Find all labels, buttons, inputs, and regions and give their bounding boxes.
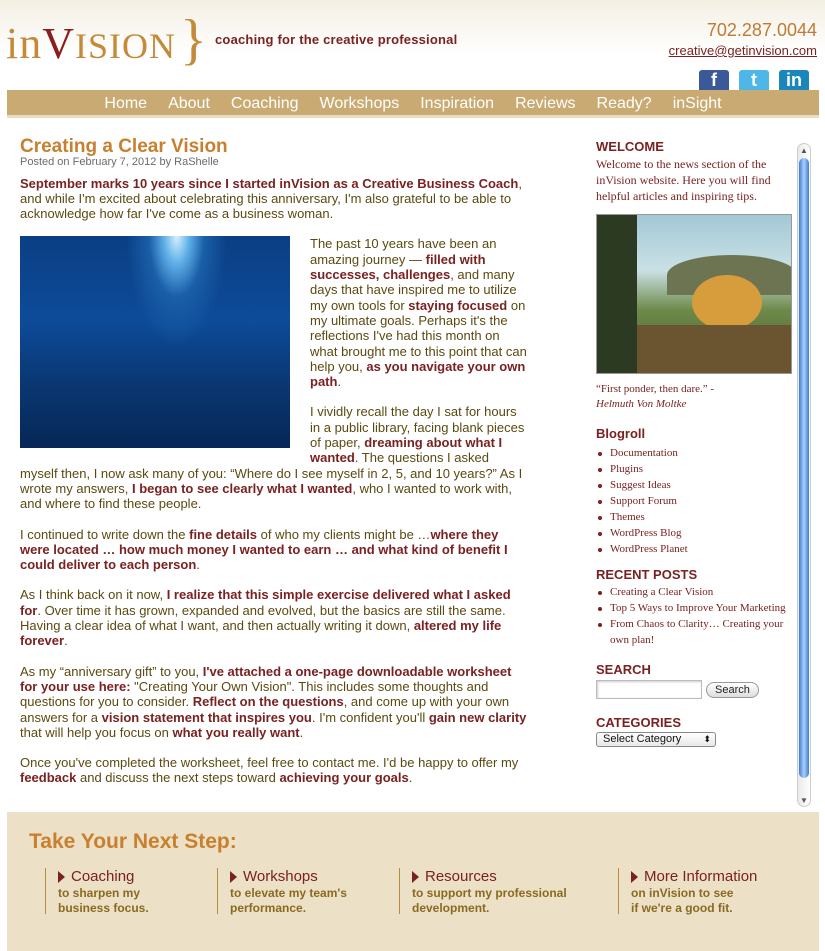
blogroll-item[interactable]: Plugins [596, 461, 794, 477]
nav-reviews[interactable]: Reviews [515, 95, 576, 112]
blogroll-item[interactable]: Themes [596, 509, 794, 525]
p1-highlight: September marks 10 years since I started inVision as a Creative Business Coach [20, 175, 519, 191]
quote [596, 382, 794, 412]
p2-text-a: The past 10 years have been an amazing journey — [310, 236, 497, 267]
sidebar-scrollbar[interactable] [797, 143, 811, 807]
paragraph-5 [20, 587, 530, 648]
blogroll-item[interactable]: Suggest Ideas [596, 477, 794, 493]
scroll-up-arrow-icon[interactable]: ▲ [800, 146, 808, 155]
by-label: by [159, 156, 172, 169]
nav-insight[interactable]: inSight [672, 95, 722, 112]
search-heading: SEARCH [596, 662, 651, 677]
recent-posts-list [596, 584, 794, 648]
nav-workshops[interactable]: Workshops [319, 95, 400, 112]
landscape-painting-image [596, 214, 792, 374]
p5-highlight-2: altered my life forever [20, 618, 502, 649]
step-more-information[interactable] [618, 868, 757, 914]
p2-text-d: . [337, 374, 342, 390]
underwater-light-image [20, 236, 290, 448]
p6-text-b: " [130, 678, 139, 694]
step-resources[interactable] [399, 868, 567, 914]
p5-text-c: . [64, 633, 68, 649]
nav-inspiration[interactable]: Inspiration [420, 95, 495, 112]
p6-highlight-5: what you really want [172, 724, 300, 740]
triangle-right-icon [412, 871, 419, 883]
step-text: to support my professional [412, 886, 567, 900]
p3-text-b: . The questions I asked myself then, I now ask many of you: “Where do I see myself in 2, 5, and 10 years?” As I wrote my answers, [20, 450, 523, 496]
step-title: Coaching [71, 868, 135, 885]
blogroll-item[interactable]: WordPress Blog [596, 525, 794, 541]
p6-highlight-3: vision statement that inspires you [101, 709, 312, 725]
step-title: More Information [644, 868, 758, 885]
step-text: on inVision to see [631, 886, 734, 900]
p2-highlight-1: filled with successes, challenges [310, 251, 486, 283]
p1-text: , and while I'm excited about celebrating this anniversary, I'm also grateful to be able to acknowledge how far I've come as a business woman. [20, 175, 522, 222]
nav-about[interactable]: About [168, 95, 210, 112]
p4-text-b: of who my clients might be … [257, 526, 431, 542]
p2-text-c: on my ultimate goals. Perhaps it's the reflections I've had this month on what brought me to this point that can help you, [310, 297, 527, 374]
paragraph-6 [20, 664, 530, 740]
tagline: coaching for the creative professional [215, 32, 458, 47]
post-date-link[interactable]: February 7, 2012 [72, 156, 157, 169]
p3-text-c: , who I wanted to work with, and where to find these people. [20, 480, 513, 512]
p7-highlight-2: achieving your goals [279, 770, 409, 786]
triangle-right-icon [230, 871, 237, 883]
p3-text-a: I vividly recall the day I sat for hours in a public library, facing blank pieces of paper, [310, 404, 525, 451]
logo-brace: } [180, 9, 207, 71]
paragraph-7 [20, 755, 530, 786]
welcome-heading: WELCOME [596, 139, 664, 154]
step-title: Workshops [243, 868, 318, 885]
invision-logo[interactable] [6, 9, 207, 72]
post-meta [20, 155, 530, 170]
blogroll-list [596, 445, 794, 557]
p7-text-a: Once you've completed the worksheet, feel free to contact me. I'd be happy to offer my [20, 755, 519, 771]
logo-ision: ISION [75, 25, 177, 66]
p5-highlight-1: I realize that this simple exercise delivered what I asked for [20, 587, 511, 618]
p6-text-a: As my “anniversary gift” to you, [20, 663, 203, 679]
paragraph-2 [20, 236, 530, 389]
sidebar [596, 139, 794, 747]
p6-highlight-1: I've attached a one-page downloadable worksheet for your use here: [20, 663, 512, 694]
p4-text-a: I continued to write down the [20, 526, 190, 542]
post-content [20, 136, 530, 786]
recent-post-item[interactable]: Creating a Clear Vision [596, 584, 794, 600]
p7-text-c: . [408, 770, 413, 786]
p3-highlight-1: dreaming about what I wanted [310, 435, 503, 466]
twitter-icon[interactable]: t [739, 70, 769, 94]
recent-post-item[interactable]: Top 5 Ways to Improve Your Marketing [596, 600, 794, 616]
recent-post-item[interactable]: From Chaos to Clarity… Creating your own plan! [596, 616, 794, 648]
p4-highlight-2: where they were located … how much money I wanted to earn … and what kind of benefit I could deliver to each person [20, 526, 508, 573]
p5-text-b: . Over time it has grown, expanded and evolved, but the basics are still the same. Having a clear idea of what I want, and then actually writing it down, [20, 602, 506, 634]
post-author-link[interactable]: RaShelle [174, 156, 219, 169]
p7-highlight-1: feedback [20, 770, 77, 786]
p6-text-c: ". This includes some thoughts and questions for you to consider. [20, 678, 489, 710]
quote-text: “First ponder, then dare.” - [596, 383, 715, 395]
paragraph-4 [20, 527, 530, 573]
nav-coaching[interactable]: Coaching [230, 95, 299, 112]
triangle-right-icon [631, 871, 638, 883]
p3-highlight-2: I began to see clearly what I wanted [131, 480, 353, 496]
post-title[interactable]: Creating a Clear Vision [20, 136, 228, 157]
scroll-down-arrow-icon[interactable]: ▼ [800, 796, 808, 805]
p4-highlight-1: fine details [189, 526, 258, 542]
triangle-right-icon [58, 871, 65, 883]
step-text: if we're a good fit. [631, 901, 733, 915]
p6-text-g: . [299, 724, 304, 740]
step-text: business focus. [58, 901, 149, 915]
p6-text-f: that will help you focus on [20, 724, 173, 740]
p6-text-e: . I'm confident you'll [311, 709, 429, 725]
facebook-icon[interactable]: f [699, 70, 729, 94]
p6-text-d: , and come up with your own answers for a [20, 694, 510, 725]
step-text: to elevate my team's [230, 886, 347, 900]
blogroll-item[interactable]: WordPress Planet [596, 541, 794, 557]
search-button[interactable]: Search [706, 682, 759, 698]
step-text: performance. [230, 901, 307, 915]
site-header [0, 0, 825, 90]
welcome-text: Welcome to the news section of the inVision website. Here you will find helpful articles and inspiring tips. [596, 157, 771, 203]
p6-highlight-2: Reflect on the questions [192, 694, 344, 710]
main-nav [7, 90, 819, 118]
posted-on-label: Posted on [20, 156, 70, 169]
logo-v: V [42, 18, 76, 68]
step-workshops[interactable] [217, 868, 347, 914]
step-title: Resources [425, 868, 497, 885]
p2-text-b: , and many days that have inspired me to utilize my own tools for [310, 267, 517, 313]
recent-posts-heading: RECENT POSTS [596, 567, 698, 582]
p5-text-a: As I think back on it now, [20, 587, 167, 603]
step-coaching[interactable] [45, 868, 149, 914]
p6-highlight-4: gain new clarity [428, 709, 527, 725]
p4-text-c: . [196, 557, 200, 573]
blogroll-item[interactable]: Documentation [596, 445, 794, 461]
p7-text-b: and discuss the next steps toward [76, 770, 280, 786]
p2-highlight-2: staying focused [408, 297, 508, 313]
search-form [596, 680, 794, 699]
search-input[interactable] [596, 680, 702, 699]
footer-next-step [7, 812, 819, 951]
nav-ready[interactable]: Ready? [596, 95, 652, 112]
step-text: development. [412, 901, 490, 915]
linkedin-icon[interactable]: in [779, 70, 809, 94]
step-text: to sharpen my [58, 886, 141, 900]
categories-heading: CATEGORIES [596, 715, 681, 730]
scroll-thumb[interactable] [799, 158, 809, 778]
email-link[interactable]: creative@getinvision.com [668, 43, 817, 58]
logo-in: in [6, 18, 43, 68]
phone-number: 702.287.0044 [706, 20, 817, 40]
p2-highlight-3: as you navigate your own path [310, 358, 526, 390]
footer-title: Take Your Next Step: [29, 830, 237, 853]
blogroll-item[interactable]: Support Forum [596, 493, 794, 509]
worksheet-download-link[interactable]: Creating Your Own Vision [138, 678, 287, 694]
quote-author: Helmuth Von Moltke [596, 398, 687, 410]
paragraph-1 [20, 176, 530, 222]
blogroll-heading: Blogroll [596, 426, 646, 441]
category-select[interactable]: Select Category ⬍ [596, 732, 716, 747]
nav-home[interactable]: Home [104, 95, 148, 112]
